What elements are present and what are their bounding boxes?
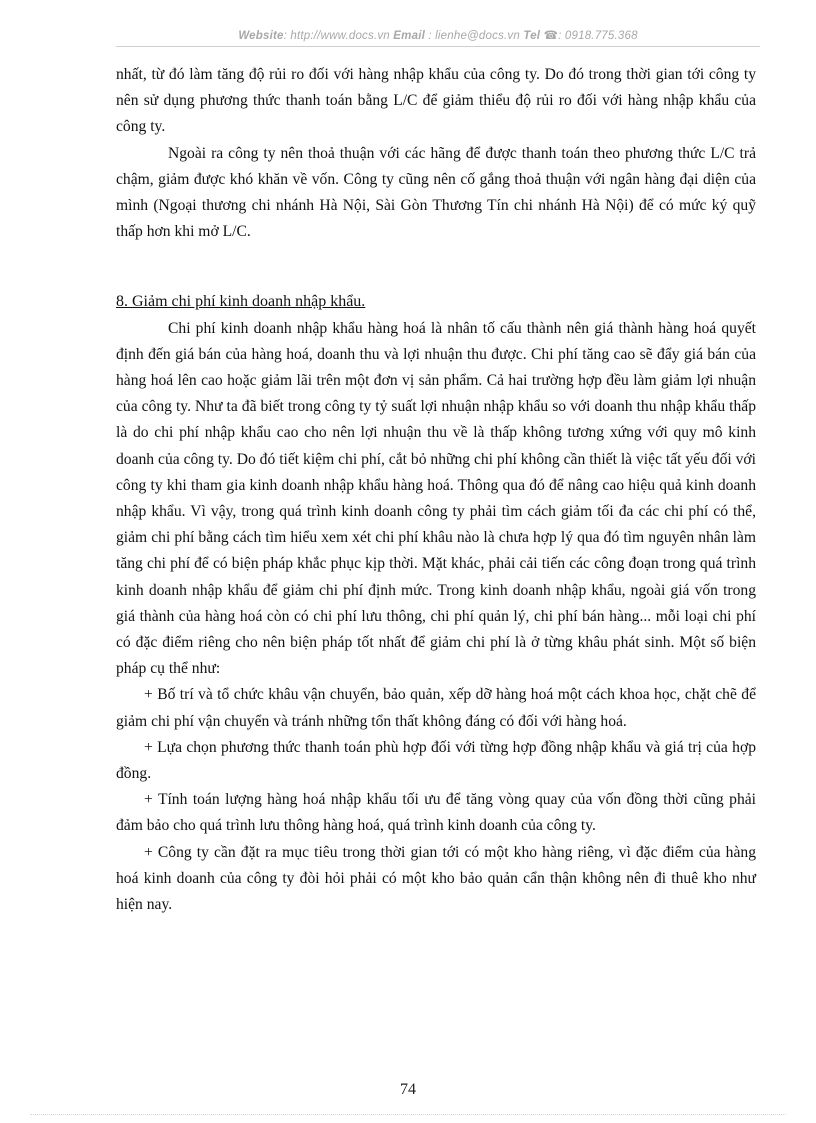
bullet-item-2: + Lựa chọn phương thức thanh toán phù hợp đối với từng hợp đồng nhập khẩu và giá trị của hợp đồng. [116,738,756,783]
header-divider [116,46,760,47]
email-label: Email [393,30,425,42]
email-value: : lienhe@docs.vn [424,30,520,42]
website-label: Website [238,30,284,42]
bullet-item-4: + Công ty cần đặt ra mục tiêu trong thời gian tới có một kho hàng riêng, vì đặc điểm của hàng hoá kinh doanh của công ty đòi hỏi phải có một kho bảo quản cẩn thận không nên đi thuê kho như hiện nay. [116,843,756,914]
phone-icon: ☎ [543,30,559,42]
section-gap [116,245,756,289]
website-url: : http://www.docs.vn [283,30,390,42]
section-heading: 8. Giảm chi phí kinh doanh nhập khẩu. [116,293,366,311]
footer-divider [30,1114,786,1115]
page-number: 74 [400,1081,416,1098]
document-body [116,62,756,918]
paragraph-2: Ngoài ra công ty nên thoả thuận với các hãng để được thanh toán theo phương thức L/C trả chậm, giảm được khó khăn về vốn. Công ty cũng nên cố gắng thoả thuận với ngân hàng đại diện của mình (Ngoại thương chi nhánh Hà Nội, Sài Gòn Thương Tín chi nhánh Hà Nội) để có mức ký quỹ thấp hơn khi mở L/C. [116,144,756,241]
tel-value: : 0918.775.368 [558,30,638,42]
tel-label: Tel [523,30,541,42]
paragraph-3: Chi phí kinh doanh nhập khẩu hàng hoá là nhân tố cấu thành nên giá thành hàng hoá quyết định đến giá bán của hàng hoá, doanh thu và lợi nhuận thu được. Chi phí tăng cao sẽ đẩy giá bán của hàng hoá lên cao hoặc giảm lãi trên một đơn vị sản phẩm. Cả hai trường hợp đều làm giảm lợi nhuận của công ty. Như ta đã biết trong công ty tỷ suất lợi nhuận nhập khẩu so với doanh thu nhập khẩu thấp là do chi phí nhập khẩu cao cho nên lợi nhuận thu về là thấp không tương xứng với quy mô kinh doanh của công ty. Do đó tiết kiệm chi phí, cắt bỏ những chi phí không cần thiết là việc tất yếu đối với công ty khi tham gia kinh doanh nhập khẩu hàng hoá. Thông qua đó để nâng cao hiệu quả kinh doanh nhập khẩu. Vì vậy, trong quá trình kinh doanh công ty phải tìm cách giảm tối đa các chi phí có thể, giảm chi phí bằng cách tìm hiểu xem xét chi phí khâu nào là chưa hợp lý qua đó tìm nguyên nhân làm tăng chi phí để có biện pháp khắc phục kịp thời. Mặt khác, phải cải tiến các công đoạn trong quá trình kinh doanh nhập khẩu để giảm chi phí định mức. Trong kinh doanh nhập khẩu, ngoài giá vốn trong giá thành của hàng hoá còn có chi phí lưu thông, chi phí quản lý, chi phí bán hàng... mỗi loại chi phí có đặc điểm riêng cho nên biện pháp tốt nhất để giảm chi phí là ở từng khâu phát sinh. Một số biện pháp cụ thể như: [116,319,756,678]
page-header [118,28,758,42]
bullet-item-1: + Bố trí và tổ chức khâu vận chuyển, bảo quản, xếp dỡ hàng hoá một cách khoa học, chặt chẽ để giảm chi phí vận chuyển và tránh những tổn thất không đáng có đối với hàng hoá. [116,686,756,730]
bullet-item-3: + Tính toán lượng hàng hoá nhập khẩu tối ưu để tăng vòng quay của vốn đồng thời cũng phải đảm bảo cho quá trình lưu thông hàng hoá, quá trình kinh doanh của công ty. [116,791,756,835]
paragraph-1: nhất, từ đó làm tăng độ rủi ro đối với hàng nhập khẩu của công ty. Do đó trong thời gian tới công ty nên sử dụng phương thức thanh toán bằng L/C để giảm thiểu độ rủi ro đối với hàng nhập khẩu của công ty. [116,66,756,136]
